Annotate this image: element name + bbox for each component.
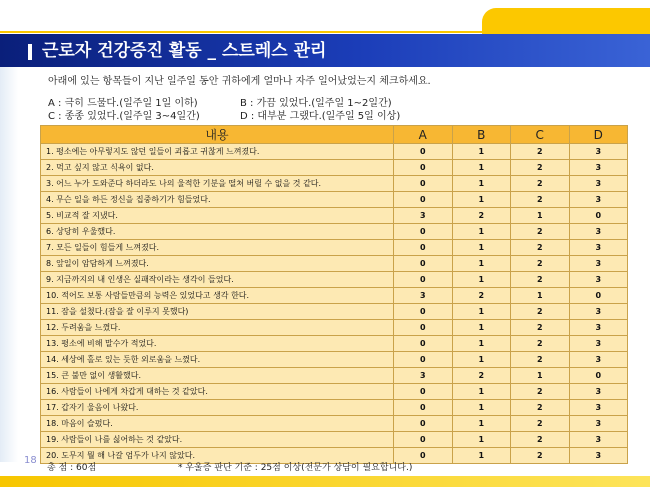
stress-survey-table (40, 125, 628, 464)
score-b: 1 (452, 160, 511, 176)
table-row (41, 192, 628, 208)
score-d: 3 (569, 448, 628, 464)
survey-item-text: 18. 마음이 슬펐다. (41, 416, 394, 432)
survey-item-text: 6. 상당히 우울했다. (41, 224, 394, 240)
survey-item-text: 1. 평소에는 아무렇지도 않던 일들이 괴롭고 귀찮게 느껴졌다. (41, 144, 394, 160)
score-a: 0 (394, 336, 453, 352)
survey-item-text: 11. 잠을 설쳤다.(잠을 잘 이루지 못했다) (41, 304, 394, 320)
instruction-text: 아래에 있는 항목들이 지난 일주일 동안 귀하에게 얼마나 자주 일어났었는지 체크하세요. (48, 76, 431, 87)
depression-criteria-note: * 우울증 판단 기준 : 25점 이상(전문가 상담이 필요합니다.) (178, 463, 413, 473)
score-d: 3 (569, 256, 628, 272)
score-a: 0 (394, 416, 453, 432)
score-a: 0 (394, 320, 453, 336)
survey-item-text: 14. 세상에 홀로 있는 듯한 외로움을 느꼈다. (41, 352, 394, 368)
score-a: 0 (394, 240, 453, 256)
score-d: 3 (569, 432, 628, 448)
score-a: 0 (394, 352, 453, 368)
score-d: 3 (569, 304, 628, 320)
table-row (41, 160, 628, 176)
total-score: 총 점 : 60점 (47, 463, 97, 473)
score-b: 2 (452, 368, 511, 384)
score-d: 3 (569, 144, 628, 160)
header-b: B (452, 126, 511, 144)
survey-item-text: 4. 무슨 일을 하든 정신을 집중하기가 힘들었다. (41, 192, 394, 208)
score-b: 1 (452, 448, 511, 464)
score-b: 1 (452, 432, 511, 448)
score-c: 2 (511, 320, 570, 336)
title-marker (28, 44, 32, 60)
survey-item-text: 3. 어느 누가 도와준다 하더라도 나의 울적한 기분을 떨쳐 버릴 수 없을 것 같다. (41, 176, 394, 192)
survey-item-text: 20. 도무지 뭘 해 나갈 엄두가 나지 않았다. (41, 448, 394, 464)
page-number: 18 (24, 455, 37, 466)
header-content: 내용 (41, 126, 394, 144)
table-row (41, 288, 628, 304)
score-b: 1 (452, 240, 511, 256)
score-d: 0 (569, 208, 628, 224)
table-row (41, 416, 628, 432)
survey-item-text: 5. 비교적 잘 지냈다. (41, 208, 394, 224)
score-c: 2 (511, 304, 570, 320)
score-c: 2 (511, 240, 570, 256)
table-row (41, 240, 628, 256)
table-row (41, 304, 628, 320)
score-d: 3 (569, 400, 628, 416)
score-c: 2 (511, 352, 570, 368)
score-a: 0 (394, 400, 453, 416)
score-c: 2 (511, 176, 570, 192)
score-b: 1 (452, 176, 511, 192)
score-b: 1 (452, 256, 511, 272)
table-row (41, 256, 628, 272)
score-d: 3 (569, 160, 628, 176)
score-b: 2 (452, 208, 511, 224)
score-c: 2 (511, 400, 570, 416)
score-c: 2 (511, 224, 570, 240)
score-a: 0 (394, 256, 453, 272)
header-a: A (394, 126, 453, 144)
score-d: 3 (569, 352, 628, 368)
score-b: 1 (452, 320, 511, 336)
legend-d: D : 대부분 그랬다.(일주일 5일 이상) (240, 111, 401, 122)
page-title: 근로자 건강증진 활동 _ 스트레스 관리 (42, 41, 327, 61)
header-c: C (511, 126, 570, 144)
table-row (41, 368, 628, 384)
header-d: D (569, 126, 628, 144)
survey-item-text: 19. 사람들이 나를 싫어하는 것 같았다. (41, 432, 394, 448)
score-a: 0 (394, 432, 453, 448)
legend-c: C : 종종 있었다.(일주일 3~4일간) (48, 111, 200, 122)
score-a: 0 (394, 176, 453, 192)
survey-item-text: 8. 앞일이 암담하게 느껴졌다. (41, 256, 394, 272)
survey-item-text: 7. 모든 일들이 힘들게 느껴졌다. (41, 240, 394, 256)
score-a: 0 (394, 272, 453, 288)
score-c: 2 (511, 272, 570, 288)
score-c: 2 (511, 160, 570, 176)
score-b: 1 (452, 304, 511, 320)
bottom-accent-bar (0, 476, 650, 487)
score-a: 0 (394, 144, 453, 160)
score-b: 1 (452, 224, 511, 240)
score-d: 3 (569, 336, 628, 352)
score-a: 0 (394, 304, 453, 320)
answer-legend (48, 97, 400, 123)
score-c: 2 (511, 144, 570, 160)
score-a: 0 (394, 224, 453, 240)
score-b: 1 (452, 400, 511, 416)
survey-item-text: 12. 두려움을 느꼈다. (41, 320, 394, 336)
legend-a: A : 극히 드물다.(일주일 1일 이하) (48, 98, 198, 109)
score-c: 2 (511, 448, 570, 464)
table-row (41, 400, 628, 416)
score-c: 2 (511, 384, 570, 400)
table-row (41, 176, 628, 192)
score-c: 1 (511, 288, 570, 304)
score-a: 3 (394, 208, 453, 224)
survey-item-text: 10. 적어도 보통 사람들만큼의 능력은 있었다고 생각 한다. (41, 288, 394, 304)
score-d: 3 (569, 272, 628, 288)
table-row (41, 384, 628, 400)
score-d: 3 (569, 240, 628, 256)
score-d: 0 (569, 288, 628, 304)
survey-item-text: 15. 큰 불만 없이 생활했다. (41, 368, 394, 384)
score-b: 1 (452, 192, 511, 208)
score-b: 2 (452, 288, 511, 304)
table-row (41, 336, 628, 352)
table-row (41, 224, 628, 240)
score-a: 3 (394, 368, 453, 384)
score-a: 3 (394, 288, 453, 304)
score-c: 2 (511, 416, 570, 432)
table-row (41, 272, 628, 288)
score-c: 2 (511, 256, 570, 272)
score-d: 3 (569, 320, 628, 336)
survey-item-text: 2. 먹고 싶지 않고 식욕이 없다. (41, 160, 394, 176)
survey-item-text: 9. 지금까지의 내 인생은 실패작이라는 생각이 들었다. (41, 272, 394, 288)
score-c: 2 (511, 336, 570, 352)
table-row (41, 208, 628, 224)
score-b: 1 (452, 384, 511, 400)
score-c: 2 (511, 192, 570, 208)
table-row (41, 352, 628, 368)
survey-item-text: 16. 사람들이 나에게 차갑게 대하는 것 같았다. (41, 384, 394, 400)
table-row (41, 432, 628, 448)
table-header-row (41, 126, 628, 144)
score-d: 3 (569, 224, 628, 240)
survey-item-text: 13. 평소에 비해 말수가 적었다. (41, 336, 394, 352)
survey-item-text: 17. 갑자기 울음이 나왔다. (41, 400, 394, 416)
score-d: 3 (569, 176, 628, 192)
table-row (41, 144, 628, 160)
score-c: 1 (511, 368, 570, 384)
score-b: 1 (452, 336, 511, 352)
score-d: 0 (569, 368, 628, 384)
score-d: 3 (569, 384, 628, 400)
score-b: 1 (452, 352, 511, 368)
score-d: 3 (569, 416, 628, 432)
score-d: 3 (569, 192, 628, 208)
score-a: 0 (394, 192, 453, 208)
top-accent-line (0, 31, 650, 33)
score-a: 0 (394, 384, 453, 400)
legend-b: B : 가끔 있었다.(일주일 1~2일간) (240, 98, 392, 109)
score-b: 1 (452, 416, 511, 432)
table-row (41, 320, 628, 336)
score-c: 2 (511, 432, 570, 448)
score-a: 0 (394, 448, 453, 464)
score-a: 0 (394, 160, 453, 176)
score-b: 1 (452, 272, 511, 288)
score-b: 1 (452, 144, 511, 160)
side-stripe (0, 67, 18, 462)
score-c: 1 (511, 208, 570, 224)
